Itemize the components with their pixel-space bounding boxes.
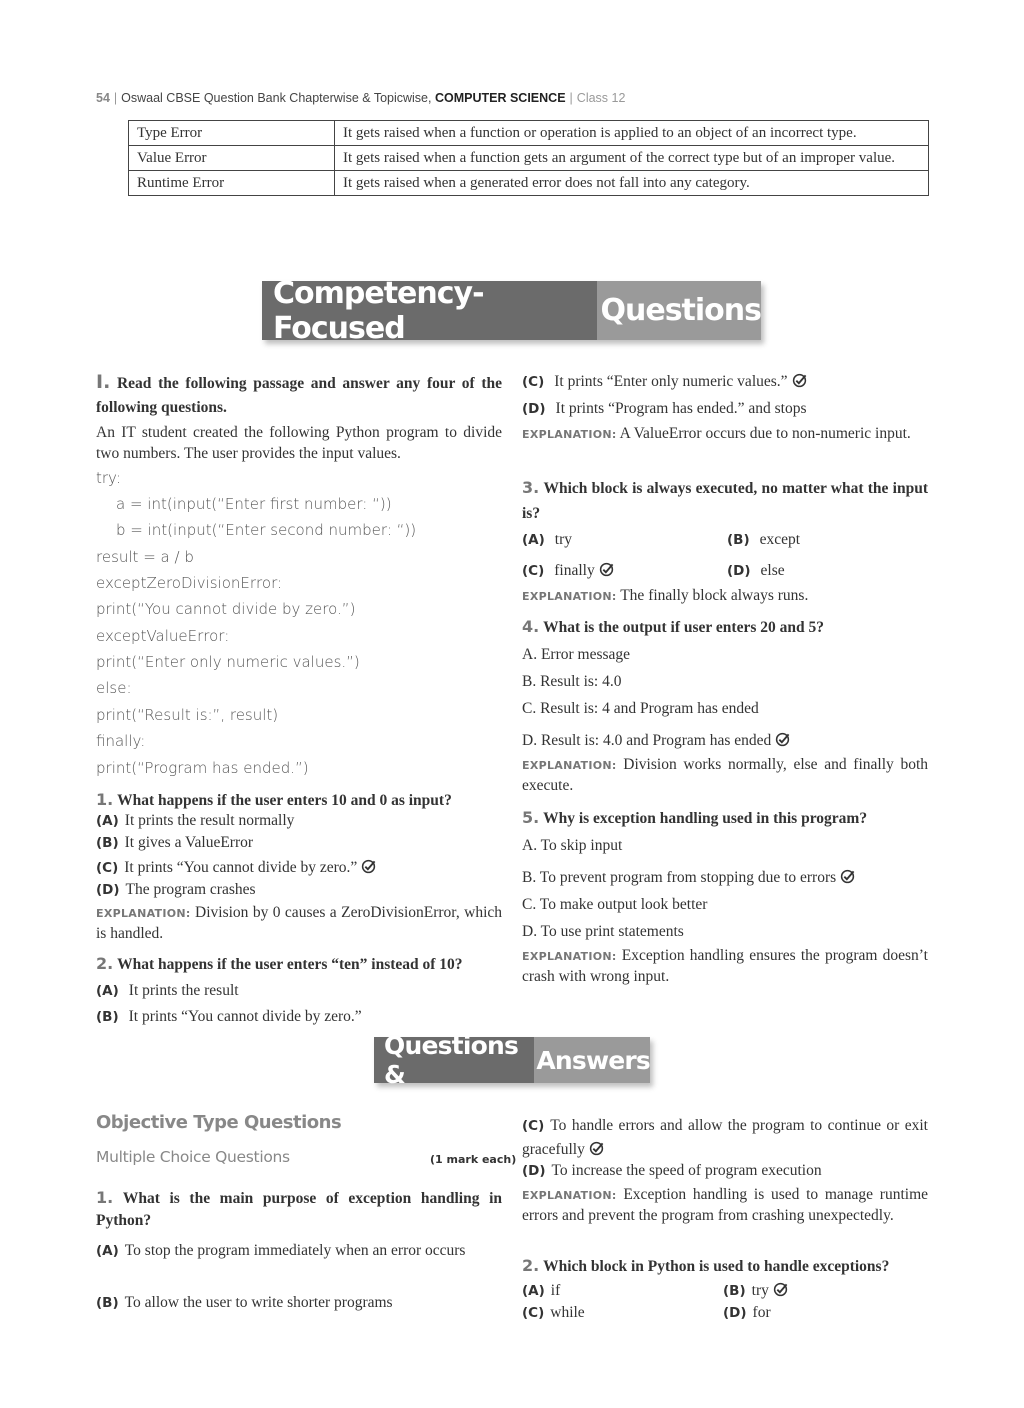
explanation-text: A ValueError occurs due to non-numeric input. (619, 425, 911, 442)
option-text: if (550, 1282, 561, 1299)
question-text: Which block in Python is used to handle exceptions? (543, 1258, 890, 1275)
correct-check-icon (840, 869, 855, 884)
question-text: Which block is always executed, no matter what the input is? (522, 480, 928, 522)
option (522, 730, 928, 751)
option-text: It prints “Program has ended.” and stops (555, 400, 807, 417)
option-text: try (751, 1282, 769, 1299)
option (522, 867, 928, 888)
explanation-label: EXPLANATION: (522, 759, 617, 772)
question-number: 1. (96, 1188, 114, 1207)
explanation (522, 1185, 928, 1226)
marks-note: (1 mark each) (430, 1153, 517, 1166)
option-label: (C) (522, 563, 545, 579)
correct-check-icon (589, 1141, 604, 1156)
code-line: try: (96, 469, 121, 487)
table-row (129, 146, 929, 171)
question (522, 1255, 928, 1277)
question-number: 1. (96, 790, 114, 809)
question-text: What is the main purpose of exception handling in Python? (96, 1190, 502, 1229)
option (96, 832, 502, 854)
correct-check-icon (599, 562, 614, 577)
book-title: Oswaal CBSE Question Bank Chapterwise & Topicwise, (121, 91, 432, 105)
option-text: To stop the program immediately when an error occurs (124, 1242, 466, 1259)
explanation-text: Division by 0 causes a ZeroDivisionError, which is handled. (96, 904, 503, 942)
option (522, 398, 928, 420)
banner-word-2: Questions (597, 281, 761, 340)
option (522, 1160, 928, 1182)
code-line: exceptZeroDivisionError: (96, 574, 283, 592)
option (96, 1292, 502, 1314)
explanation (522, 585, 928, 607)
option-label: (C) (96, 860, 119, 876)
table-cell: Runtime Error (129, 171, 335, 196)
option-text: The program crashes (125, 881, 256, 898)
option (96, 1240, 502, 1262)
explanation (96, 903, 502, 944)
question (522, 616, 928, 638)
option-text: while (550, 1304, 585, 1321)
option-label: (C) (522, 1305, 545, 1321)
explanation-text: The finally block always runs. (620, 587, 809, 604)
table-cell: Type Error (129, 121, 335, 146)
explanation (522, 424, 928, 445)
option-text: try (554, 531, 573, 548)
option: A. To skip input (522, 837, 623, 854)
section-banner-competency (262, 275, 761, 346)
code-line: exceptValueError: (96, 627, 230, 645)
option (96, 857, 502, 879)
code-line: print(“Enter only numeric values.”) (96, 653, 360, 671)
option: C. To make output look better (522, 896, 708, 913)
section-number: I. (96, 371, 111, 393)
option-text: To increase the speed of program execution (551, 1162, 822, 1179)
option-text: It prints the result (128, 982, 239, 999)
explanation-label: EXPLANATION: (522, 950, 617, 963)
option-text: finally (554, 562, 595, 579)
option (727, 529, 800, 551)
option-label: (B) (96, 835, 119, 851)
option-label: (B) (723, 1283, 746, 1299)
banner-word-2: Answers (534, 1037, 650, 1083)
option: C. Result is: 4 and Program has ended (522, 700, 759, 717)
option (522, 560, 614, 582)
correct-check-icon (773, 1282, 788, 1297)
banner-word-1: Questions & (384, 1031, 519, 1089)
explanation-label: EXPLANATION: (522, 590, 617, 603)
option (723, 1302, 771, 1324)
section-instruction: Read the following passage and answer any four of the following questions. (96, 375, 503, 416)
code-line: print(“You cannot divide by zero.”) (96, 600, 356, 618)
code-line: b = int(input(“Enter second number: “)) (116, 521, 417, 539)
option-label: (A) (522, 532, 545, 548)
mcq-subheading: Multiple Choice Questions (96, 1148, 290, 1166)
explanation-text: Exception handling ensures the program doesn’t crash with wrong input. (522, 947, 928, 985)
explanation (522, 755, 928, 796)
option (96, 980, 502, 1002)
option-text: for (752, 1304, 771, 1321)
banner-word-1: Competency-Focused (273, 275, 484, 346)
code-line: print(“Program has ended.”) (96, 759, 309, 777)
section-intro (96, 370, 502, 420)
code-line: else: (96, 679, 132, 697)
option-label: (C) (522, 1118, 545, 1134)
correct-check-icon (775, 732, 790, 747)
table-cell: It gets raised when a function or operation is applied to an object of an incorrect type. (335, 121, 929, 146)
correct-check-icon (361, 859, 376, 874)
code-line: print(“Result is:”, result) (96, 706, 279, 724)
option-label: (B) (96, 1009, 119, 1025)
option-label: (D) (96, 882, 120, 898)
question-number: 5. (522, 808, 540, 827)
option (96, 879, 502, 901)
option: D. To use print statements (522, 923, 684, 940)
page-number: 54 (96, 91, 110, 105)
option (522, 371, 928, 393)
option-text: It prints “You cannot divide by zero.” (128, 1008, 362, 1025)
option (723, 1280, 788, 1302)
question (96, 1187, 502, 1232)
section-banner-qa (374, 1031, 650, 1089)
question-text: What is the output if user enters 20 and 5? (543, 619, 824, 636)
explanation-label: EXPLANATION: (522, 428, 617, 441)
correct-check-icon (792, 373, 807, 388)
code-line: result = a / b (96, 548, 194, 566)
option-text: D. Result is: 4.0 and Program has ended (522, 732, 772, 749)
option (96, 1006, 502, 1028)
error-table (128, 120, 929, 196)
objective-heading: Objective Type Questions (96, 1112, 342, 1133)
option-text: It gives a ValueError (124, 834, 254, 851)
question-text: What happens if the user enters “ten” instead of 10? (117, 956, 463, 973)
option-label: (A) (96, 813, 119, 829)
class-label: Class 12 (576, 91, 626, 105)
question-number: 3. (522, 478, 540, 497)
option-text: It prints the result normally (124, 812, 295, 829)
question-text: Why is exception handling used in this program? (543, 810, 868, 827)
option: B. Result is: 4.0 (522, 673, 622, 690)
passage: An IT student created the following Python program to divide two numbers. The user provides the input values. (96, 424, 502, 462)
question-text: What happens if the user enters 10 and 0 as input? (117, 792, 452, 809)
option-text: To allow the user to write shorter programs (124, 1294, 393, 1311)
code-line: finally: (96, 732, 146, 750)
option-text: It prints “Enter only numeric values.” (554, 373, 788, 390)
option-label: (A) (96, 983, 119, 999)
option (522, 1280, 560, 1302)
option-label: (A) (522, 1283, 545, 1299)
explanation-label: EXPLANATION: (522, 1189, 617, 1202)
explanation (522, 946, 928, 987)
table-cell: It gets raised when a generated error does not fall into any category. (335, 171, 929, 196)
option-label: (A) (96, 1243, 119, 1259)
explanation-text: Division works normally, else and finally both execute. (522, 756, 929, 794)
option-label: (D) (727, 563, 751, 579)
option-text: It prints “You cannot divide by zero.” (124, 859, 358, 876)
table-row (129, 121, 929, 146)
option-label: (B) (96, 1295, 119, 1311)
option-label: (C) (522, 374, 545, 390)
option: A. Error message (522, 646, 631, 663)
option (522, 1114, 928, 1162)
question (522, 807, 928, 829)
option (727, 560, 785, 582)
option (96, 810, 502, 832)
option (522, 1302, 585, 1324)
table-cell: Value Error (129, 146, 335, 171)
table-cell: It gets raised when a function gets an argument of the correct type but of an improper value. (335, 146, 929, 171)
explanation-label: EXPLANATION: (96, 907, 191, 920)
question-number: 2. (522, 1256, 540, 1275)
option (522, 529, 572, 551)
option-text: To handle errors and allow the program to continue or exit gracefully (522, 1117, 928, 1158)
option-label: (D) (522, 401, 546, 417)
table-row (129, 171, 929, 196)
question (96, 789, 502, 811)
option-label: (D) (723, 1305, 747, 1321)
option-label: (D) (522, 1163, 546, 1179)
option-text: except (759, 531, 801, 548)
option-text: else (760, 562, 785, 579)
question-number: 2. (96, 954, 114, 973)
question (96, 953, 502, 975)
page-header: 54 | Oswaal CBSE Question Bank Chapterwise & Topicwise, COMPUTER SCIENCE | Class 12 (96, 91, 626, 105)
question-number: 4. (522, 617, 540, 636)
option-label: (B) (727, 532, 750, 548)
subject: COMPUTER SCIENCE (434, 91, 566, 105)
question (522, 475, 928, 526)
code-line: a = int(input(“Enter first number: “)) (116, 495, 392, 513)
option-text: B. To prevent program from stopping due to errors (522, 869, 837, 886)
explanation-text: Exception handling is used to manage runtime errors and prevent the program from crashing unexpectedly. (522, 1186, 929, 1224)
